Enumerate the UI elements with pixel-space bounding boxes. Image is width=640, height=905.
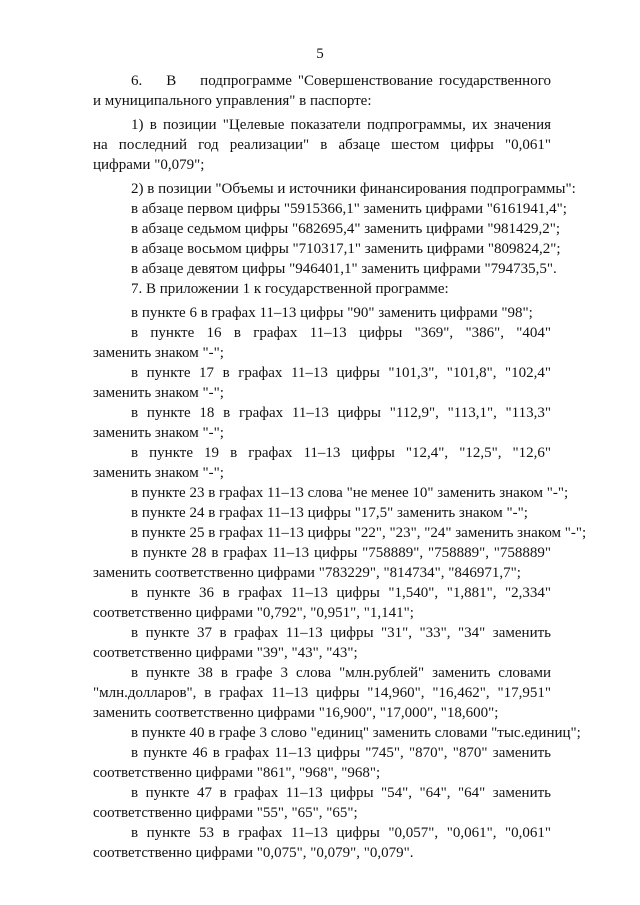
text-line: в пункте 24 в графах 11–13 цифры "17,5" заменить знаком "-";: [131, 505, 528, 521]
text-line: 7. В приложении 1 к государственной программе:: [131, 281, 449, 297]
text-line: в пункте 18 в графах 11–13 цифры "112,9", "113,1", "113,3": [131, 405, 551, 421]
text-line: в пункте 17 в графах 11–13 цифры "101,3", "101,8", "102,4": [131, 365, 551, 381]
text-line: в пункте 25 в графах 11–13 цифры "22", "23", "24" заменить знаком "-";: [131, 525, 587, 541]
text-line: в пункте 28 в графах 11–13 цифры "758889", "758889", "758889": [131, 545, 551, 561]
text-line: заменить соответственно цифрами "783229", "814734", "846971,7";: [93, 565, 521, 581]
text-line: соответственно цифрами "55", "65", "65";: [93, 805, 358, 821]
text-line: 1) в позиции "Целевые показатели подпрограммы, их значения: [131, 117, 551, 133]
text-line: в абзаце первом цифры "5915366,1" заменить цифрами "6161941,4";: [131, 201, 567, 217]
text-line: в пункте 38 в графе 3 слова "млн.рублей" заменить словами: [131, 665, 551, 681]
document-body: [93, 71, 587, 863]
text-line: цифрами "0,079";: [93, 157, 205, 173]
text-line: "млн.долларов", в графах 11–13 цифры "14,960", "16,462", "17,951": [93, 685, 551, 701]
text-line: заменить знаком "-";: [93, 345, 224, 361]
text-line: в пункте 47 в графах 11–13 цифры "54", "64", "64" заменить: [131, 785, 551, 801]
text-line: на последний год реализации" в абзаце шестом цифры "0,061": [93, 137, 551, 153]
text-line: заменить знаком "-";: [93, 465, 224, 481]
text-line: заменить знаком "-";: [93, 425, 224, 441]
text-line: заменить знаком "-";: [93, 385, 224, 401]
text-line: соответственно цифрами "0,792", "0,951", "1,141";: [93, 605, 414, 621]
text-line: соответственно цифрами "861", "968", "968";: [93, 765, 381, 781]
text-line: в пункте 37 в графах 11–13 цифры "31", "33", "34" заменить: [131, 625, 551, 641]
text-line: соответственно цифрами "0,075", "0,079", "0,079".: [93, 845, 414, 861]
text-line: заменить соответственно цифрами "16,900", "17,000", "18,600";: [93, 705, 499, 721]
text-line: в пункте 40 в графе 3 слово "единиц" заменить словами "тыс.единиц";: [131, 725, 581, 741]
text-line: в пункте 16 в графах 11–13 цифры "369", "386", "404": [131, 325, 551, 341]
text-line: 6. В подпрограмме "Совершенствование государственного: [131, 73, 551, 89]
text-line: в пункте 36 в графах 11–13 цифры "1,540", "1,881", "2,334": [131, 585, 551, 601]
text-line: в пункте 46 в графах 11–13 цифры "745", "870", "870" заменить: [131, 745, 551, 761]
text-line: 2) в позиции "Объемы и источники финансирования подпрограммы":: [131, 181, 576, 197]
text-line: в абзаце восьмом цифры "710317,1" заменить цифрами "809824,2";: [131, 241, 561, 257]
text-line: в пункте 6 в графах 11–13 цифры "90" заменить цифрами "98";: [131, 305, 533, 321]
text-line: в пункте 19 в графах 11–13 цифры "12,4", "12,5", "12,6": [131, 445, 551, 461]
text-line: в пункте 23 в графах 11–13 слова "не менее 10" заменить знаком "-";: [131, 485, 569, 501]
text-line: и муниципального управления" в паспорте:: [93, 93, 372, 109]
page-number: 5: [316, 46, 324, 62]
text-line: соответственно цифрами "39", "43", "43";: [93, 645, 358, 661]
text-line: в абзаце девятом цифры "946401,1" заменить цифрами "794735,5".: [131, 261, 557, 277]
text-line: в абзаце седьмом цифры "682695,4" заменить цифрами "981429,2";: [131, 221, 561, 237]
text-line: в пункте 53 в графах 11–13 цифры "0,057", "0,061", "0,061": [131, 825, 551, 841]
